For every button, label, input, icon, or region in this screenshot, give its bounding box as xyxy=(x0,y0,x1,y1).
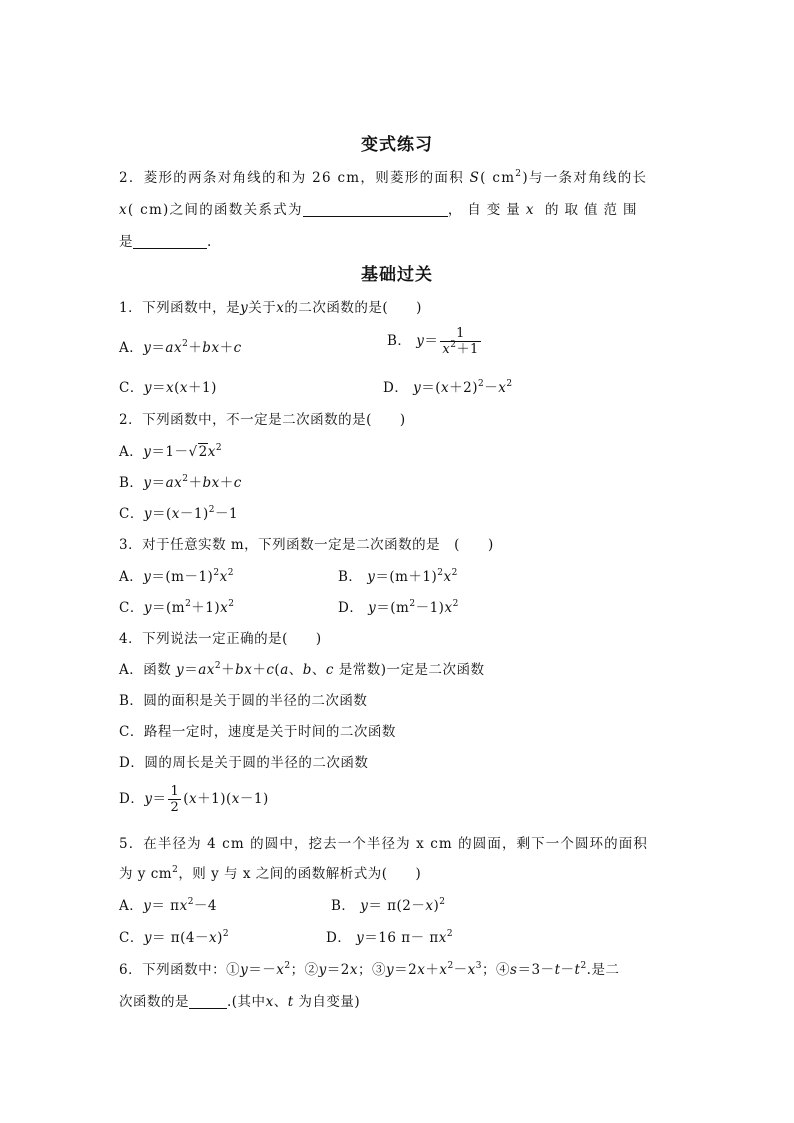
q5-line1: 5．在半径为 4 cm 的圆中，挖去一个半径为 x cm 的圆面，剩下一个圆环的面积 xyxy=(119,836,648,852)
section-title-variant-practice: 变式练习 xyxy=(361,135,433,155)
fraction: $\frac{1}{x^2+1}$ xyxy=(442,326,479,357)
q3-option-c[interactable]: C．$y=(m^2+1)x^2$ xyxy=(119,599,235,616)
q1-option-d[interactable]: D． $y=(x+2)^2-x^2$ xyxy=(383,379,513,396)
q3-stem: 3．对于任意实数 m，下列函数一定是二次函数的是 ( ) xyxy=(119,537,494,553)
q5-option-a[interactable]: A．$y= \pi x^2-4$ xyxy=(119,897,218,914)
q5-line2: 为 y $cm^2$，则 y 与 x 之间的函数解析式为( ) xyxy=(119,865,422,882)
q6-line2: 次函数的是 .(其中x、t 为自变量) xyxy=(119,994,361,1010)
q5-option-b[interactable]: B． $y= \pi(2-x)^2$ xyxy=(331,897,446,914)
q5-option-c[interactable]: C．$y= \pi(4-x)^2$ xyxy=(119,929,230,946)
q2-option-b[interactable]: B．$y=ax^2+bx+c$ xyxy=(119,474,242,491)
answer-blank-domain[interactable] xyxy=(133,234,207,249)
q4-stem: 4．下列说法一定正确的是( ) xyxy=(119,631,322,647)
variant-q2-line2: x( cm)之间的函数关系式为 ，自变量x 的取值范围 xyxy=(119,202,643,218)
q5-option-d[interactable]: D． y＝16 $\pi- \pi x^2$ xyxy=(326,929,454,946)
q1-option-a[interactable]: A．$y=ax^2+bx+c$ xyxy=(119,339,242,356)
variant-q2-line3: 是 . xyxy=(119,234,212,250)
fraction-half: $\frac{1}{2}$ xyxy=(170,784,180,815)
answer-blank-q6[interactable] xyxy=(189,994,227,1009)
q2-option-c[interactable]: C．$y=(x-1)^2-1$ xyxy=(119,505,239,522)
q4-option-c[interactable]: C．路程一定时，速度是关于时间的二次函数 xyxy=(119,724,396,740)
section-title-basic-checks: 基础过关 xyxy=(361,265,433,285)
q4-option-a[interactable]: A．函数 $y=ax^2+bx+c(a$、b、c 是常数)一定是二次函数 xyxy=(119,661,485,678)
q1-stem: 1．下列函数中，是y关于x的二次函数的是( ) xyxy=(119,300,422,316)
q4-option-d[interactable]: D．圆的周长是关于圆的半径的二次函数 xyxy=(119,755,369,771)
q3-option-a[interactable]: A．$y=(m-1)^2x^2$ xyxy=(119,568,234,585)
q2-stem: 2．下列函数中，不一定是二次函数的是( ) xyxy=(119,412,406,428)
sqrt-symbol: √2 xyxy=(188,444,208,460)
q6-line1: 6．下列函数中：$①y=-x^2$；②y＝2x；$③y=2x+x^2-x^3$；$④s=3-t-t^2$.是二 xyxy=(119,961,620,978)
q1-option-c[interactable]: C．y＝x(x＋1) xyxy=(119,380,217,396)
variant-q2-line1: 2．菱形的两条对角线的和为 26 cm，则菱形的面积 S( $cm^2$)与一条对角线的长 xyxy=(119,169,648,186)
q4-option-d-expression[interactable]: D．y＝ $\frac{1}{2}$ (x＋1)(x－1) xyxy=(119,784,269,815)
q2-option-a[interactable]: A．$y=1-√2x^2$ xyxy=(119,443,223,460)
q3-option-b[interactable]: B． $y=(m+1)^2x^2$ xyxy=(338,568,458,585)
q1-option-b[interactable]: B． y＝ $\frac{1}{x^2+1}$ xyxy=(387,326,479,357)
answer-blank-function[interactable] xyxy=(303,202,448,217)
q4-option-b[interactable]: B．圆的面积是关于圆的半径的二次函数 xyxy=(119,693,368,709)
q3-option-d[interactable]: D． $y=(m^2-1)x^2$ xyxy=(338,599,459,616)
